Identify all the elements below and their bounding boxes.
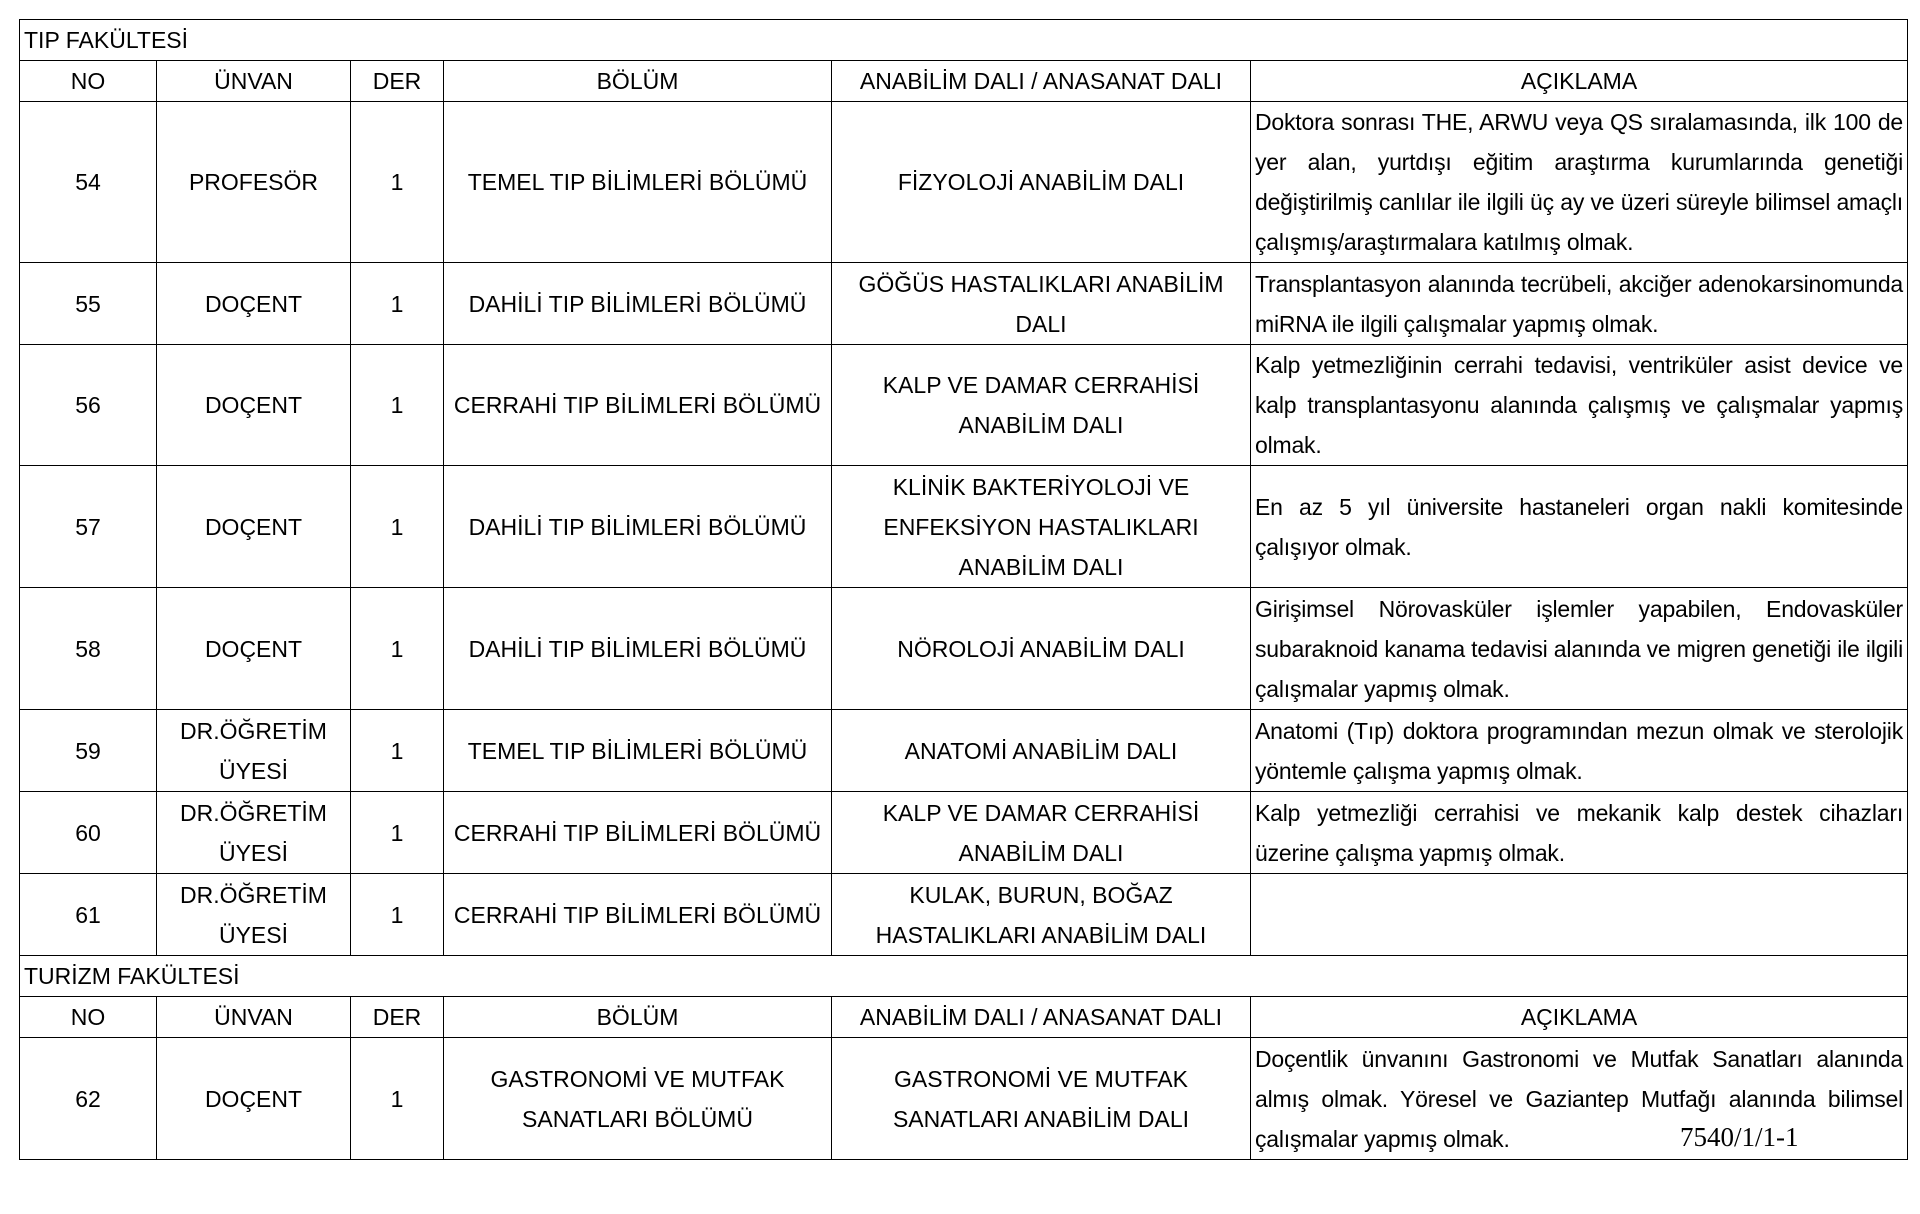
cell-aciklama: Girişimsel Nörovasküler işlemler yapabilen, Endovasküler subaraknoid kanama tedavisi alanında ve migren genetiği ile ilgili çalışmalar yapmış olmak. [1251,588,1908,710]
cell-der: 1 [351,710,444,792]
cell-bolum: CERRAHİ TIP BİLİMLERİ BÖLÜMÜ [444,874,832,956]
cell-unvan: DOÇENT [157,1038,351,1160]
col-header-bolum: BÖLÜM [444,61,832,102]
cell-no: 58 [20,588,157,710]
cell-anabilim: FİZYOLOJİ ANABİLİM DALI [832,102,1251,263]
col-header-anabilim: ANABİLİM DALI / ANASANAT DALI [832,997,1251,1038]
cell-no: 62 [20,1038,157,1160]
col-header-aciklama: AÇIKLAMA [1251,61,1908,102]
cell-bolum: DAHİLİ TIP BİLİMLERİ BÖLÜMÜ [444,466,832,588]
section-title-tip: TIP FAKÜLTESİ [20,20,1908,61]
cell-aciklama: Doktora sonrası THE, ARWU veya QS sıralamasında, ilk 100 de yer alan, yurtdışı eğitim araştırma kurumlarında genetiği değiştirilmiş canlılar ile ilgili üç ay ve üzeri süreyle bilimsel amaçlı çalışmış/araştırmalara katılmış olmak. [1251,102,1908,263]
cell-der: 1 [351,588,444,710]
cell-no: 59 [20,710,157,792]
col-header-anabilim: ANABİLİM DALI / ANASANAT DALI [832,61,1251,102]
header-row-tip [20,61,1908,102]
section-title-turizm: TURİZM FAKÜLTESİ [20,956,1908,997]
table-row [20,263,1908,345]
cell-bolum: DAHİLİ TIP BİLİMLERİ BÖLÜMÜ [444,263,832,345]
cell-no: 54 [20,102,157,263]
cell-der: 1 [351,345,444,466]
header-row-turizm [20,997,1908,1038]
cell-der: 1 [351,102,444,263]
cell-aciklama [1251,874,1908,956]
cell-unvan: DR.ÖĞRETİM ÜYESİ [157,792,351,874]
table-row [20,792,1908,874]
cell-anabilim: NÖROLOJİ ANABİLİM DALI [832,588,1251,710]
cell-bolum: GASTRONOMİ VE MUTFAK SANATLARI BÖLÜMÜ [444,1038,832,1160]
col-header-aciklama: AÇIKLAMA [1251,997,1908,1038]
table-row [20,1038,1908,1160]
cell-bolum: TEMEL TIP BİLİMLERİ BÖLÜMÜ [444,710,832,792]
cell-aciklama: Doçentlik ünvanını Gastronomi ve Mutfak Sanatları alanında almış olmak. Yöresel ve Gaziantep Mutfağı alanında bilimsel çalışmalar yapmış olmak. [1251,1038,1908,1160]
table-row [20,466,1908,588]
cell-bolum: DAHİLİ TIP BİLİMLERİ BÖLÜMÜ [444,588,832,710]
document-code: 7540/1/1-1 [1680,1122,1799,1152]
cell-aciklama: Transplantasyon alanında tecrübeli, akciğer adenokarsinomunda miRNA ile ilgili çalışmalar yapmış olmak. [1251,263,1908,345]
col-header-der: DER [351,61,444,102]
col-header-no: NO [20,61,157,102]
cell-anabilim: KALP VE DAMAR CERRAHİSİ ANABİLİM DALI [832,792,1251,874]
cell-unvan: DOÇENT [157,345,351,466]
cell-anabilim: KLİNİK BAKTERİYOLOJİ VE ENFEKSİYON HASTALIKLARI ANABİLİM DALI [832,466,1251,588]
cell-unvan: DOÇENT [157,588,351,710]
cell-aciklama: En az 5 yıl üniversite hastaneleri organ nakli komitesinde çalışıyor olmak. [1251,466,1908,588]
cell-unvan: PROFESÖR [157,102,351,263]
col-header-bolum: BÖLÜM [444,997,832,1038]
cell-bolum: CERRAHİ TIP BİLİMLERİ BÖLÜMÜ [444,345,832,466]
positions-table [19,19,1908,1160]
cell-der: 1 [351,1038,444,1160]
table-row [20,102,1908,263]
cell-unvan: DOÇENT [157,263,351,345]
cell-no: 55 [20,263,157,345]
cell-aciklama: Kalp yetmezliğinin cerrahi tedavisi, ventriküler asist device ve kalp transplantasyonu alanında çalışmış ve çalışmalar yapmış olmak. [1251,345,1908,466]
cell-no: 61 [20,874,157,956]
cell-anabilim: GÖĞÜS HASTALIKLARI ANABİLİM DALI [832,263,1251,345]
col-header-no: NO [20,997,157,1038]
cell-anabilim: GASTRONOMİ VE MUTFAK SANATLARI ANABİLİM DALI [832,1038,1251,1160]
cell-unvan: DR.ÖĞRETİM ÜYESİ [157,710,351,792]
cell-der: 1 [351,263,444,345]
cell-no: 60 [20,792,157,874]
col-header-unvan: ÜNVAN [157,997,351,1038]
table-row [20,874,1908,956]
section-row-turizm [20,956,1908,997]
cell-der: 1 [351,792,444,874]
cell-unvan: DOÇENT [157,466,351,588]
cell-aciklama: Kalp yetmezliği cerrahisi ve mekanik kalp destek cihazları üzerine çalışma yapmış olmak. [1251,792,1908,874]
table-row [20,345,1908,466]
cell-der: 1 [351,466,444,588]
table-row [20,588,1908,710]
col-header-der: DER [351,997,444,1038]
cell-unvan: DR.ÖĞRETİM ÜYESİ [157,874,351,956]
cell-der: 1 [351,874,444,956]
cell-aciklama: Anatomi (Tıp) doktora programından mezun olmak ve sterolojik yöntemle çalışma yapmış olmak. [1251,710,1908,792]
cell-no: 57 [20,466,157,588]
cell-anabilim: KALP VE DAMAR CERRAHİSİ ANABİLİM DALI [832,345,1251,466]
cell-bolum: TEMEL TIP BİLİMLERİ BÖLÜMÜ [444,102,832,263]
col-header-unvan: ÜNVAN [157,61,351,102]
table-row [20,710,1908,792]
cell-anabilim: KULAK, BURUN, BOĞAZ HASTALIKLARI ANABİLİM DALI [832,874,1251,956]
section-row-tip [20,20,1908,61]
cell-anabilim: ANATOMİ ANABİLİM DALI [832,710,1251,792]
cell-bolum: CERRAHİ TIP BİLİMLERİ BÖLÜMÜ [444,792,832,874]
cell-no: 56 [20,345,157,466]
